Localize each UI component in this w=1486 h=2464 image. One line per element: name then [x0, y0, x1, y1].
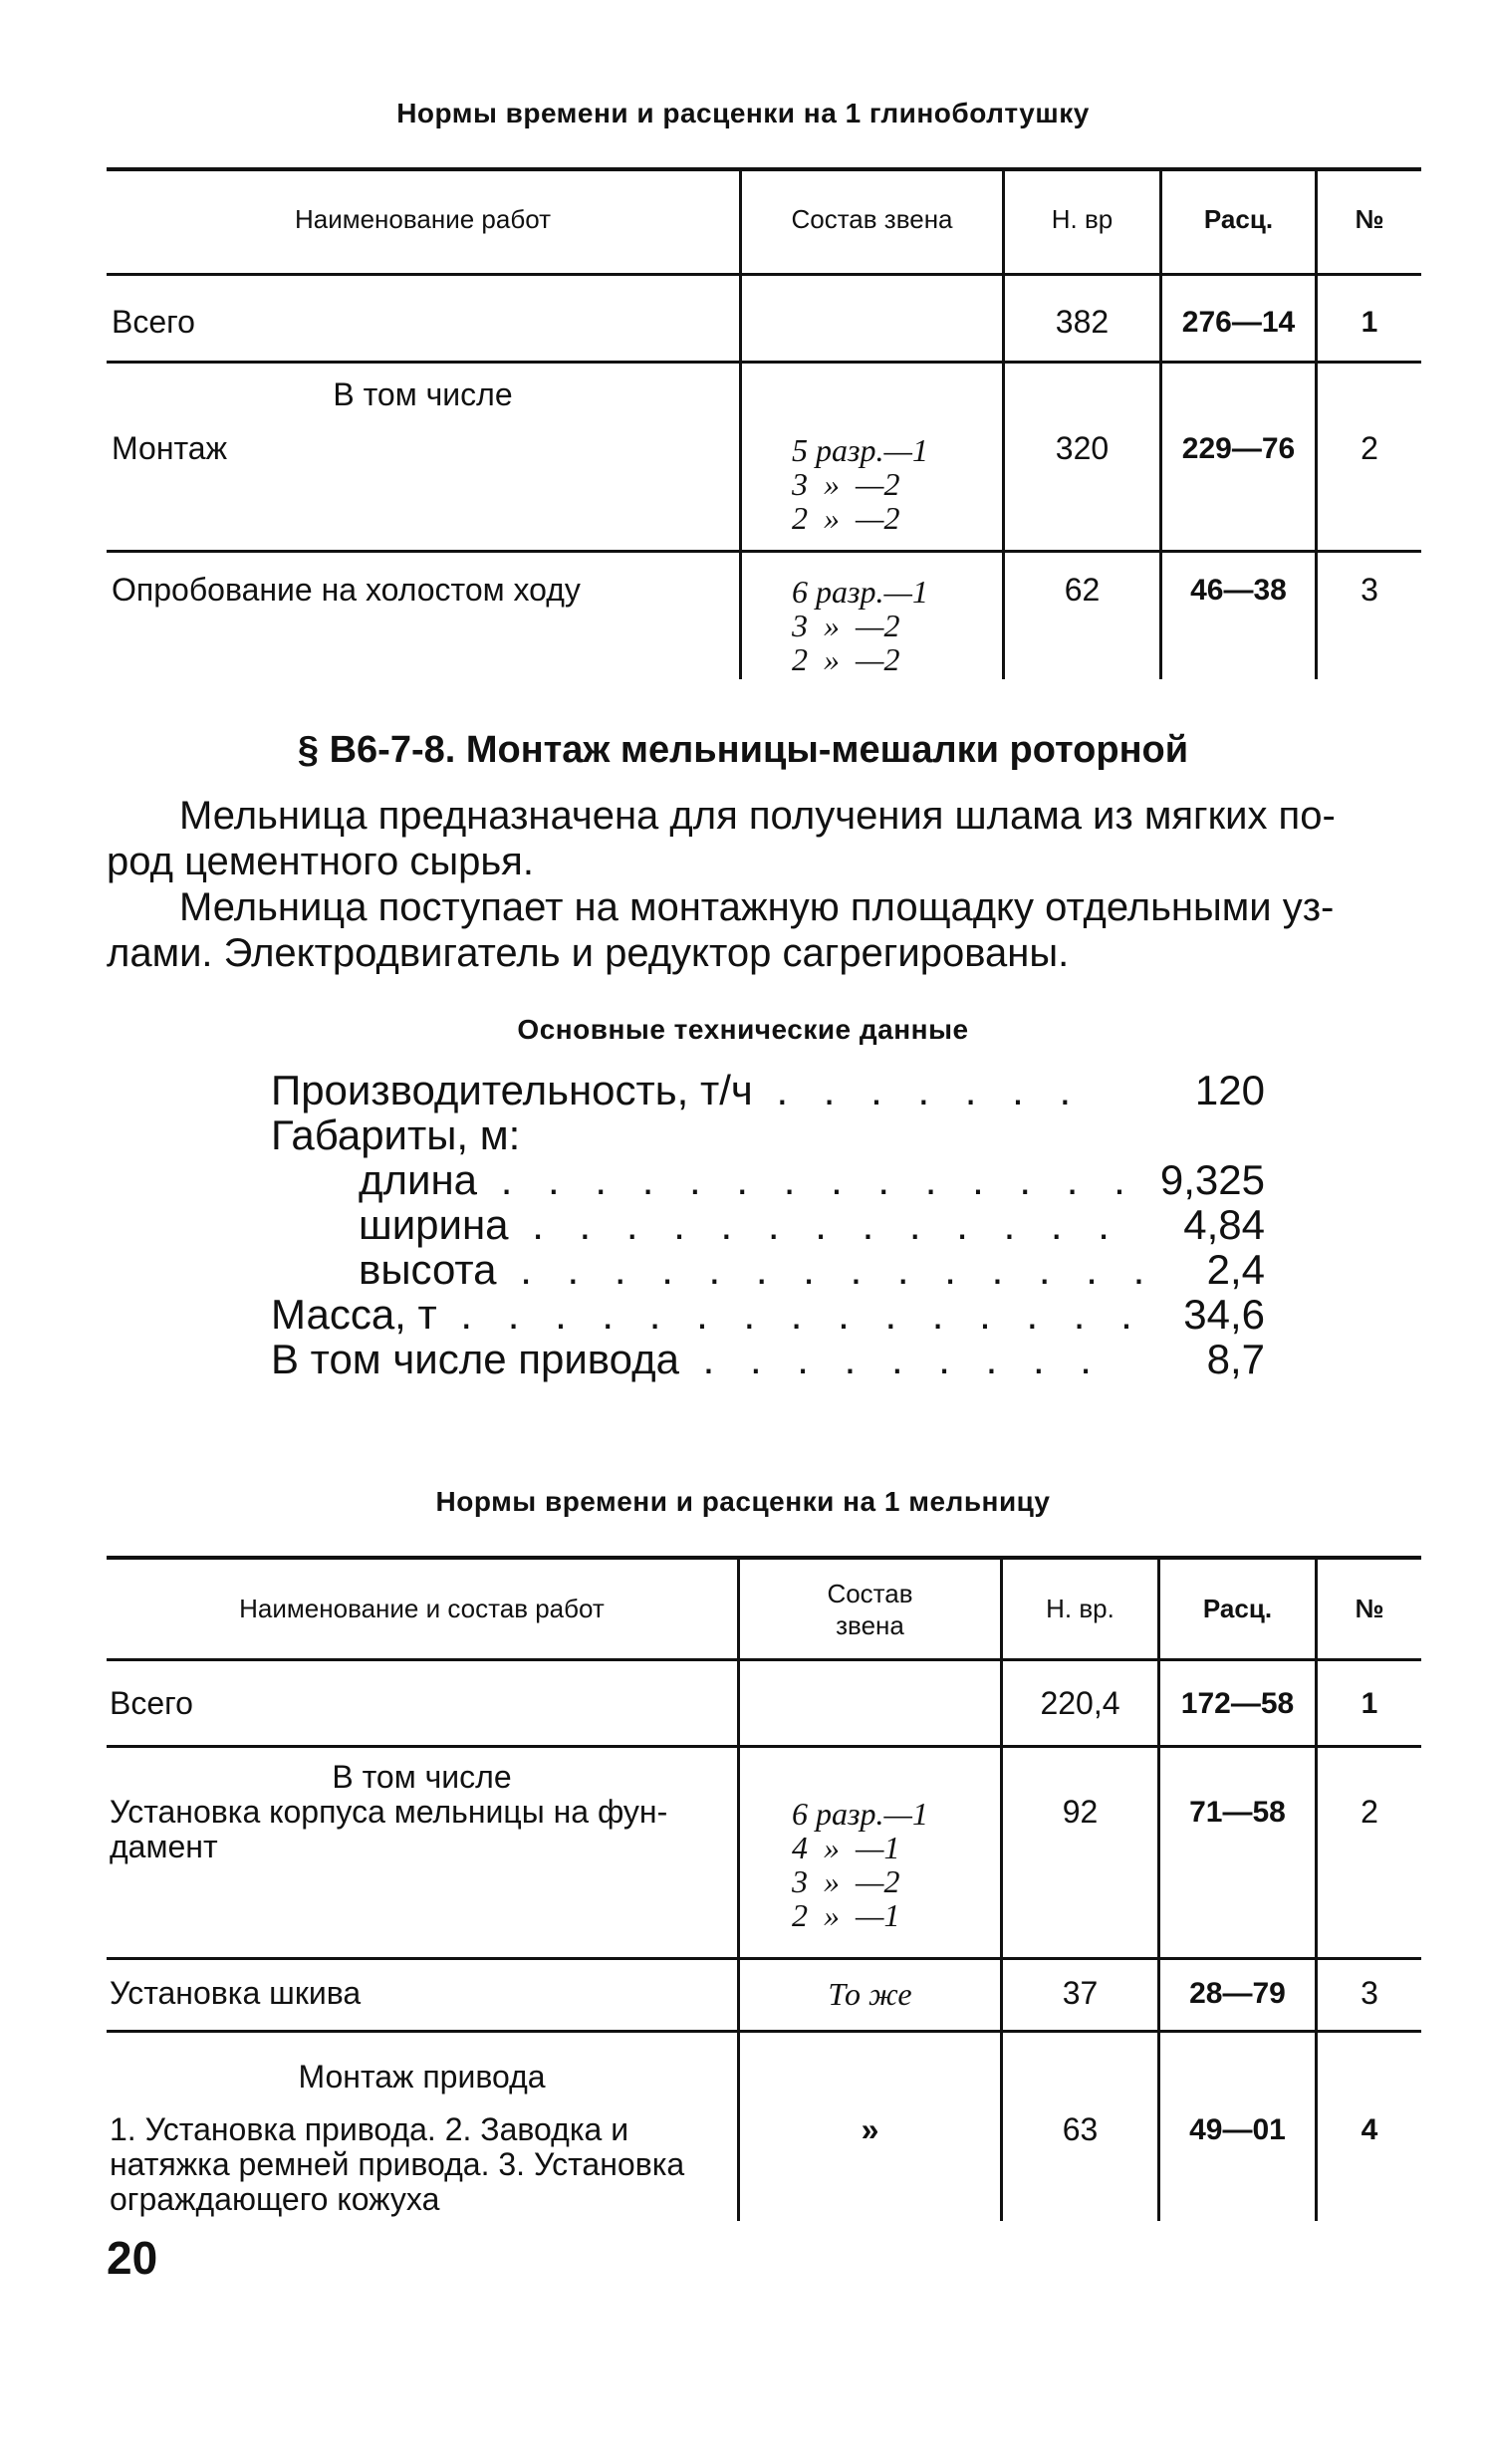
spec-value: 34,6 [1183, 1291, 1265, 1338]
table1-cell-num: 2 [1361, 430, 1378, 466]
spec-value: 120 [1194, 1067, 1265, 1113]
table2-row-rule [107, 2030, 1421, 2033]
table1-cell-norm: 382 [1055, 304, 1110, 340]
table1-header-rule [107, 273, 1421, 276]
table2-cell-norm: 92 [1062, 1794, 1099, 1830]
table2-header-rule [107, 1658, 1421, 1661]
table2-cell-crew: » [861, 2111, 879, 2147]
table1-header-num: № [1355, 204, 1384, 234]
table2-header-name: Наименование и состав работ [239, 1594, 605, 1623]
table2-cell-rate: 49—01 [1189, 2113, 1286, 2146]
table2-cell-num: 2 [1361, 1794, 1378, 1830]
table2-header-rate: Расц. [1202, 1594, 1273, 1623]
spec-label: Масса, т . . . . . . . . . . . . . . . [271, 1291, 1144, 1338]
table1-cell-name: Опробование на холостом ходу [112, 572, 581, 608]
table2-cell-num: 1 [1361, 1687, 1378, 1720]
table2-cell-name: дамент [110, 1829, 218, 1864]
page-number: 20 [107, 2232, 158, 2284]
table1-subhead: В том числе [333, 376, 513, 412]
table2-cell-crew: То же [828, 1976, 912, 2012]
table2-cell-norm: 220,4 [1040, 1685, 1120, 1721]
table1-cell-rate: 276—14 [1181, 306, 1296, 339]
table2-cell-rate: 28—79 [1189, 1977, 1286, 2010]
paragraph-line: лами. Электродвигатель и редуктор сагрегированы. [107, 931, 1070, 975]
spec-label: высота . . . . . . . . . . . . . . [359, 1246, 1157, 1293]
spec-label: длина . . . . . . . . . . . . . . [359, 1156, 1137, 1203]
table2-cell-num: 4 [1361, 2113, 1378, 2146]
table2-cell-num: 3 [1361, 1975, 1378, 2011]
table1-col-rule [739, 169, 742, 679]
table2-cell-rate: 71—58 [1189, 1796, 1286, 1829]
table1-row-rule [107, 550, 1421, 553]
table2-top-rule [107, 1556, 1421, 1560]
table1-cell-num: 3 [1361, 572, 1378, 608]
table2-cell-crew: 6 разр.—1 4 » —1 3 » —2 2 » —1 [792, 1796, 928, 1933]
table2-header-crew: Состав [827, 1579, 913, 1608]
spec-value: 4,84 [1183, 1201, 1265, 1248]
table2-cell-name: ограждающего кожуха [110, 2181, 440, 2217]
table2-subhead: Монтаж привода [298, 2059, 546, 2094]
table2-cell-norm: 63 [1062, 2111, 1099, 2147]
table1-cell-num: 1 [1361, 306, 1378, 339]
paragraph-line: род цементного сырья. [107, 840, 534, 883]
table2-cell-name: Установка шкива [110, 1975, 362, 2011]
table2-cell-name: Установка корпуса мельницы на фун- [110, 1794, 668, 1830]
table2-row-rule [107, 1957, 1421, 1960]
table1-cell-crew: 5 разр.—1 3 » —2 2 » —2 [792, 432, 928, 536]
table1-cell-rate: 46—38 [1190, 574, 1287, 607]
table1-row-rule [107, 361, 1421, 364]
table2-header-crew: звена [836, 1610, 904, 1640]
spec-label: Габариты, м: [271, 1111, 521, 1158]
paragraph-line: Мельница предназначена для получения шлама из мягких по- [179, 794, 1336, 838]
spec-label: ширина . . . . . . . . . . . . . [359, 1201, 1121, 1248]
table1-cell-name: Монтаж [112, 430, 227, 466]
table2-subhead: В том числе [332, 1759, 512, 1795]
table1-header-crew: Состав звена [791, 204, 953, 234]
spec-value: 9,325 [1159, 1156, 1265, 1203]
table2-cell-norm: 37 [1062, 1975, 1099, 2011]
spec-value: 8,7 [1206, 1336, 1265, 1382]
table1-top-rule [107, 167, 1421, 171]
spec-label: Производительность, т/ч . . . . . . . [271, 1067, 1084, 1113]
table2-cell-name: Всего [110, 1685, 193, 1721]
specs-title: Основные технические данные [517, 1014, 969, 1045]
table1-cell-name: Всего [112, 304, 195, 340]
table2-row-rule [107, 1745, 1421, 1748]
table1-title: Нормы времени и расценки на 1 глиноболтушку [396, 98, 1090, 128]
table1-cell-norm: 62 [1064, 572, 1101, 608]
table1-cell-norm: 320 [1055, 430, 1110, 466]
table2-cell-name: натяжка ремней привода. 3. Установка [110, 2146, 685, 2182]
table2-header-norm: Н. вр. [1046, 1594, 1114, 1623]
table2-header-num: № [1355, 1594, 1384, 1623]
table2-cell-rate: 172—58 [1180, 1687, 1295, 1720]
paragraph-line: Мельница поступает на монтажную площадку отдельными уз- [179, 885, 1335, 929]
spec-value: 2,4 [1206, 1246, 1265, 1293]
table1-header-norm: Н. вр [1051, 204, 1114, 234]
table1-cell-crew: 6 разр.—1 3 » —2 2 » —2 [792, 574, 928, 677]
table1-header-rate: Расц. [1203, 204, 1274, 234]
table1-header-name: Наименование работ [294, 204, 552, 234]
table2-title: Нормы времени и расценки на 1 мельницу [435, 1486, 1051, 1517]
table1-cell-rate: 229—76 [1181, 432, 1296, 465]
spec-label: В том числе привода . . . . . . . . . [271, 1336, 1104, 1382]
section-heading: § В6-7-8. Монтаж мельницы-мешалки роторной [297, 729, 1189, 771]
table2-cell-name: 1. Установка привода. 2. Заводка и [110, 2111, 629, 2147]
